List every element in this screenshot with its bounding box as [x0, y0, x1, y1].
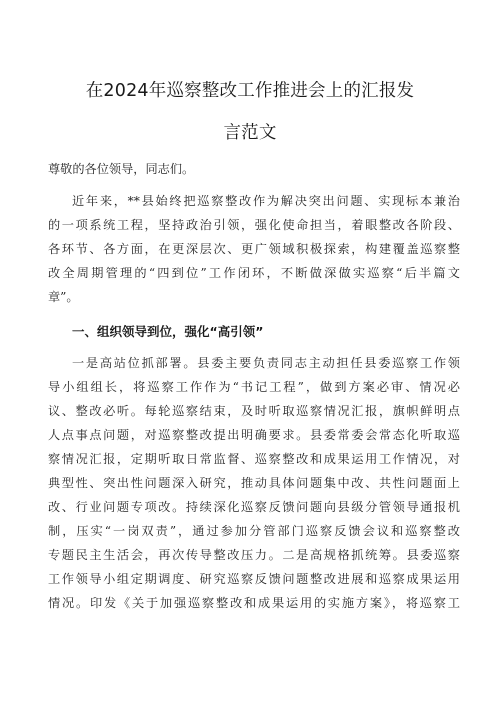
document-title-line-2: 言范文: [223, 123, 277, 143]
paragraph-line: 改、行业问题专项改。持续深化巡察反馈问题向县级分管领导通报机: [48, 500, 460, 514]
section-heading: 一、组织领导到位，强化“高引领”: [72, 324, 264, 339]
paragraph-line: 一是高站位抓部署。县委主要负责同志主动担任县委巡察工作领: [72, 356, 460, 370]
paragraph-line: 工作领导小组定期调度、研究巡察反馈问题整改进展和巡察成果运用: [48, 572, 460, 586]
paragraph-line: 察情况汇报，定期听取日常监督、巡察整改和成果运用工作情况，对: [48, 452, 460, 466]
salutation: 尊敬的各位领导，同志们。: [48, 162, 195, 176]
paragraph-line: 典型性、突出性问题深入研究，推动具体问题集中改、共性问题面上: [48, 476, 460, 490]
paragraph-line: 近年来，**县始终把巡察整改作为解决突出问题、实现标本兼治: [72, 194, 460, 208]
paragraph-line: 议、整改必听。每轮巡察结束，及时听取巡察情况汇报，旗帜鲜明点: [48, 404, 460, 418]
paragraph-line: 的一项系统工程，坚持政治引领，强化使命担当，着眼整改各阶段、: [48, 218, 460, 232]
document-title-line-1: 在2024年巡察整改工作推进会上的汇报发: [85, 81, 415, 101]
paragraph-line: 人点事点问题，对巡察整改提出明确要求。县委常委会常态化听取巡: [48, 428, 460, 442]
paragraph-line: 情况。印发《关于加强巡察整改和成果运用的实施方案》，将巡察工: [48, 596, 460, 610]
paragraph-line: 各环节、各方面，在更深层次、更广领域积极探索，构建覆盖巡察整: [48, 242, 460, 256]
paragraph-line: 专题民主生活会，再次传导整改压力。二是高规格抓统筹。县委巡察: [48, 548, 460, 562]
paragraph-line: 改全周期管理的“四到位”工作闭环，不断做深做实巡察“后半篇文: [48, 266, 460, 280]
paragraph-line: 章”。: [48, 290, 79, 304]
paragraph-line: 导小组组长，将巡察工作作为“书记工程”，做到方案必审、情况必: [48, 380, 460, 394]
paragraph-line: 制，压实“一岗双责”，通过参加分管部门巡察反馈会议和巡察整改: [48, 524, 460, 538]
